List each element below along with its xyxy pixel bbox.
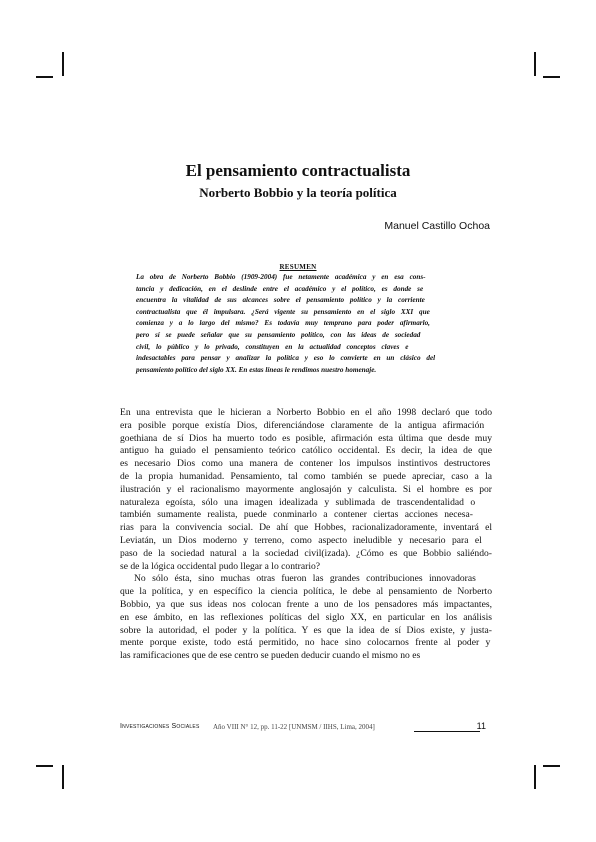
- journal-name: Investigaciones Sociales: [120, 723, 200, 730]
- abstract-line: indesactables para pensar y analizar la política y eso lo convierte en un clásico del: [136, 354, 436, 363]
- page-number: 11: [476, 721, 486, 731]
- abstract-line: La obra de Norberto Bobbio (1909-2004) fue netamente académica y en esa cons-: [136, 273, 426, 281]
- body-line: en ese ámbito, en las reflexiones políticas del siglo XX, en particular en los análisis: [120, 611, 492, 623]
- body-line: que la política, y en específico la ciencia política, le debe al pensamiento de Norberto: [120, 586, 492, 598]
- body-text: [120, 407, 492, 663]
- page-footer: [120, 721, 492, 735]
- body-line: En una entrevista que le hicieran a Norberto Bobbio en el año 1998 declaró que todo: [120, 407, 492, 418]
- article-subtitle: Norberto Bobbio y la teoría política: [199, 185, 397, 200]
- crop-mark: [534, 765, 536, 789]
- abstract-line: contractualista que él impulsara. ¿Será vigente su pensamiento en el siglo XXI que: [136, 307, 430, 316]
- body-line: era posible porque existía Dios, diferenciándose claramente de la antigua afirmación: [120, 419, 485, 431]
- body-line: las ramificaciones que de ese centro se pueden deducir cuando el mismo no es: [120, 650, 421, 662]
- crop-mark: [36, 76, 53, 78]
- abstract-line: comienza y a lo largo del mismo? Es todavía muy temprano para poder afirmarlo,: [136, 319, 430, 328]
- body-line: es necesario Dios como una manera de contener los impulsos instintivos destructores: [120, 458, 491, 470]
- body-line: mente porque existe, todo está permitido, no hace sino colocarnos frente al poder y: [120, 637, 491, 649]
- abstract-heading: RESUMEN: [279, 263, 317, 271]
- body-line: naturaleza egoísta, sólo una imagen idealizada y sublimada de trascendentalidad o: [120, 496, 476, 508]
- body-line: paso de la sociedad natural a la sociedad civil(izada). ¿Cómo es que Bobbio saliéndo-: [120, 547, 492, 559]
- body-line: sobre la autoridad, el poder y la política. Y es que la idea de sí Dios existe, y justa-: [120, 624, 492, 636]
- abstract-line: tancia y dedicación, en el deslinde entre el académico y el político, es donde se: [136, 284, 424, 293]
- body-line: Bobbio, ya que sus ideas nos colocan frente a uno de los pensadores más impactantes,: [120, 598, 492, 610]
- crop-mark: [36, 765, 53, 767]
- body-line: No sólo ésta, sino muchas otras fueron las grandes contribuciones innovadoras: [134, 573, 476, 585]
- article-title: El pensamiento contractualista: [185, 161, 411, 180]
- abstract-line: pensamiento político del siglo XX. En estas líneas le rendimos nuestro homenaje.: [136, 365, 377, 374]
- crop-mark: [543, 76, 560, 78]
- abstract-line: civil, lo público y lo privado, constituyen en la actualidad conceptos claves e: [136, 342, 409, 351]
- footer-rule: [414, 731, 480, 732]
- crop-mark: [543, 765, 560, 767]
- body-line: se de la lógica occidental pudo llegar a lo contrario?: [120, 560, 321, 572]
- abstract-line: encuentra la vitalidad de sus alcances sobre el pensamiento político y la corriente: [136, 296, 425, 305]
- body-line: también sumamente realista, puede conminarlo a contener ciertas acciones necesa-: [120, 509, 473, 521]
- crop-mark: [534, 52, 536, 76]
- abstract: [136, 272, 476, 376]
- body-line: antiguo ha guiado el pensamiento teórico católico occidental. Es decir, la idea de que: [120, 445, 492, 457]
- abstract-line: pero sí se puede señalar que su pensamiento político, con las ideas de sociedad: [136, 330, 421, 339]
- body-line: goethiana de sí Dios ha muerto todo es posible, afirmación esta última que desde muy: [120, 432, 492, 444]
- author-name: Manuel Castillo Ochoa: [384, 220, 490, 232]
- body-line: de la propia humanidad. Pensamiento, tal como también se puede apreciar, caso a la: [120, 470, 492, 482]
- body-line: Leviatán, un Dios moderno y terreno, como aspecto ineludible y necesario para el: [120, 534, 482, 546]
- crop-mark: [62, 765, 64, 789]
- crop-mark: [62, 52, 64, 76]
- body-line: rias para la convivencia social. De ahí que Hobbes, racionalizadoramente, inventará el: [120, 522, 492, 534]
- citation: Año VIII N° 12, pp. 11-22 [UNMSM / IIHS, Lima, 2004]: [213, 723, 375, 731]
- body-line: ilustración y el racionalismo mayormente anglosajón y calculista. Si el hombre es por: [120, 483, 492, 495]
